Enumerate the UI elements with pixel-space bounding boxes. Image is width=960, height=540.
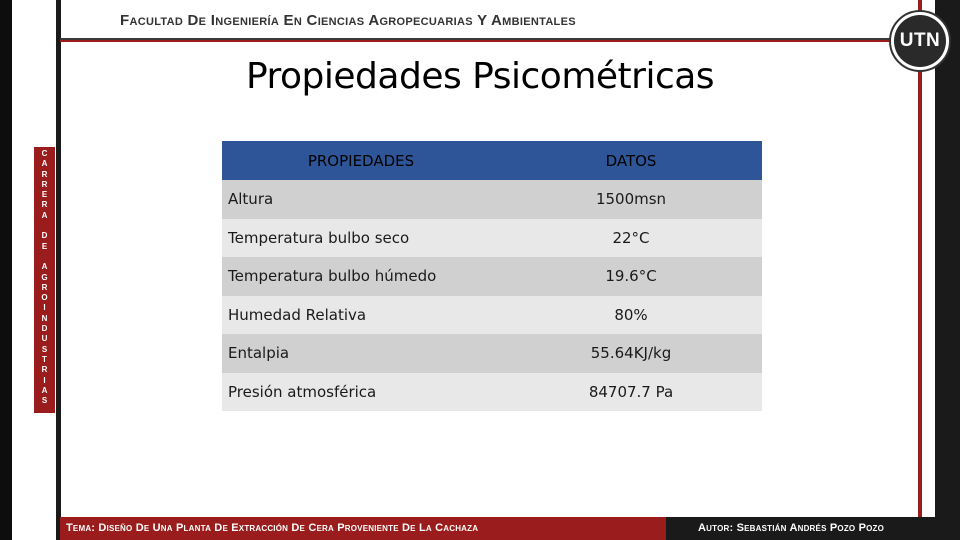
- footer-topic: Tema: Diseño De Una Planta De Extracción De Cera Proveniente De La Cachaza: [66, 522, 479, 534]
- table-row: [222, 180, 762, 219]
- vertical-ribbon-letter: I: [43, 303, 46, 313]
- table-cell-value: 55.64KJ/kg: [500, 334, 762, 373]
- vertical-ribbon-letter: S: [41, 396, 48, 406]
- vertical-ribbon-letter: S: [41, 344, 48, 354]
- table-cell-value: 19.6°C: [500, 257, 762, 296]
- vertical-ribbon-letter: A: [41, 159, 48, 169]
- vertical-ribbon-letter: C: [41, 149, 48, 158]
- vertical-ribbon-letter: R: [41, 200, 48, 210]
- properties-table: [222, 141, 762, 411]
- vertical-ribbon-letter: R: [41, 282, 48, 292]
- table-row: [222, 296, 762, 335]
- vertical-ribbon-letter: E: [41, 190, 48, 200]
- vertical-ribbon-letter: E: [41, 241, 48, 251]
- vertical-ribbon-letter: D: [41, 324, 48, 334]
- table-cell-property: Temperatura bulbo seco: [222, 219, 500, 258]
- table-cell-value: 1500msn: [500, 180, 762, 219]
- vertical-ribbon-letter: R: [41, 169, 48, 179]
- utn-logo-text: UTN: [894, 15, 946, 67]
- vertical-ribbon-letter: U: [41, 334, 48, 344]
- vertical-ribbon-letter: D: [41, 231, 48, 241]
- page-title: Propiedades Psicométricas: [245, 56, 715, 97]
- table-row: [222, 219, 762, 258]
- vertical-ribbon-letter: A: [41, 385, 48, 395]
- table-cell-property: Entalpia: [222, 334, 500, 373]
- vertical-ribbon-letter: R: [41, 179, 48, 189]
- table-cell-property: Altura: [222, 180, 500, 219]
- header-title: Facultad De Ingeniería En Ciencias Agropecuarias Y Ambientales: [120, 12, 576, 29]
- vertical-ribbon-letter: A: [41, 210, 48, 220]
- vertical-ribbon-letter: G: [41, 272, 48, 282]
- table-row: [222, 373, 762, 412]
- vertical-ribbon-text: [34, 149, 55, 406]
- header-divider-red: [60, 40, 960, 42]
- table-row: [222, 334, 762, 373]
- vertical-ribbon-letter: N: [41, 313, 48, 323]
- vertical-ribbon-letter: O: [41, 293, 48, 303]
- vertical-ribbon-letter: I: [43, 375, 46, 385]
- table-cell-property: Presión atmosférica: [222, 373, 500, 412]
- table-header-row: [222, 141, 762, 180]
- vertical-ribbon-letter: R: [41, 365, 48, 375]
- table-header-properties: PROPIEDADES: [222, 141, 500, 180]
- vertical-ribbon-letter: T: [42, 354, 47, 364]
- table-header-data: DATOS: [500, 141, 762, 180]
- table-cell-property: Temperatura bulbo húmedo: [222, 257, 500, 296]
- table-cell-value: 22°C: [500, 219, 762, 258]
- table-row: [222, 257, 762, 296]
- footer-author: Autor: Sebastián Andrés Pozo Pozo: [698, 522, 885, 534]
- table-cell-value: 80%: [500, 296, 762, 335]
- vertical-ribbon-letter: [34, 221, 55, 231]
- table-cell-property: Humedad Relativa: [222, 296, 500, 335]
- vertical-ribbon-letter: [34, 252, 55, 262]
- vertical-ribbon-letter: A: [41, 262, 48, 272]
- table-cell-value: 84707.7 Pa: [500, 373, 762, 412]
